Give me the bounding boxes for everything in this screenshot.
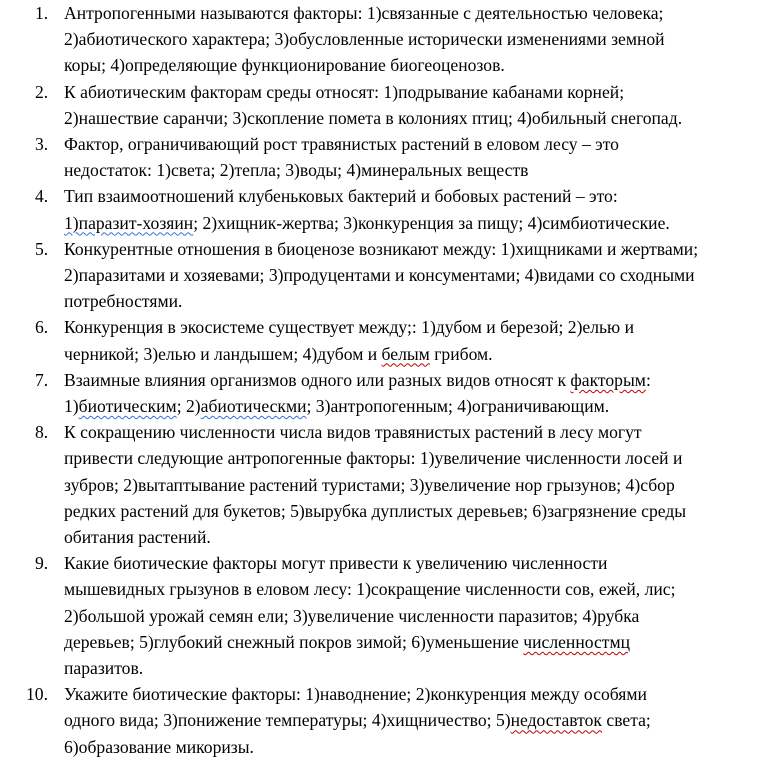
text-line: К абиотическим факторам среды относят: 1)подрывание кабанами корней; [64,81,625,102]
text-line: редких растений для букетов; 5)вырубка дуплистых деревьев; 6)загрязнение среды [64,500,687,521]
text-segment: ; 2)хищник-жертва; 3)конкуренция за пищу; 4)симбиотические. [193,212,670,233]
question-number: 6. [35,317,49,338]
question-text [64,367,783,419]
spellcheck-marked-text: 1)паразит-хозяин [64,212,194,233]
text-line: зубров; 2)вытаптывание растений туристами; 3)увеличение нор грызунов; 4)сбор [64,474,675,495]
question-item-9 [0,550,783,681]
question-text [64,314,783,366]
text-line: Фактор, ограничивающий рост травянистых растений в еловом лесу – это [64,134,619,155]
text-segment: 1) [64,396,79,417]
text-segment: ; 2) [176,396,201,417]
question-number: 5. [35,238,49,259]
text-segment: одного вида; 3)понижение температуры; 4)хищничество; 5) [64,710,511,731]
question-text [64,183,783,235]
text-line: 6)образование микоризы. [64,736,254,757]
text-line [64,341,783,367]
text-line: К сокращению численности числа видов травянистых растений в лесу могут [64,422,642,443]
text-line [64,393,783,419]
text-line: 2)паразитами и хозяевами; 3)продуцентами и консументами; 4)видами со сходными [64,265,695,286]
question-item-1 [0,0,783,79]
question-number: 9. [35,553,49,574]
question-text [64,79,783,131]
text-segment: ; 3)антропогенным; 4)ограничивающим. [306,396,610,417]
question-text [64,550,783,681]
text-line: 2)нашествие саранчи; 3)скопление помета в колониях птиц; 4)обильный снегопад. [64,107,683,128]
text-line: Антропогенными называются факторы: 1)связанные с деятельностью человека; [64,3,664,23]
question-item-4 [0,183,783,235]
text-segment: : [645,369,651,390]
question-item-7 [0,367,783,419]
question-number: 2. [35,81,49,102]
text-line: 2)большой урожай семян ели; 3)увеличение численности паразитов; 4)рубка [64,605,640,626]
text-line: Какие биотические факторы могут привести к увеличению численности [64,553,608,574]
question-text [64,236,783,315]
question-number: 8. [35,422,49,443]
text-line: Конкуренция в экосистеме существует между;: 1)дубом и березой; 2)елью и [64,317,635,338]
text-line: недостаток: 1)света; 2)тепла; 3)воды; 4)минеральных веществ [64,160,529,181]
text-segment: деревьев; 5)глубокий снежный покров зимой; 6)уменьшение [64,631,524,652]
spellcheck-marked-text: недоставток [510,710,602,731]
question-text [64,419,783,550]
text-line: потребностями. [64,291,183,312]
question-item-3 [0,131,783,183]
question-item-2 [0,79,783,131]
text-line: коры; 4)определяющие функционирование биогеоценозов. [64,55,505,76]
text-segment: Взаимные влияния организмов одного или разных видов относят к [64,369,571,390]
text-segment: света; [601,710,651,731]
text-line: обитания растений. [64,527,211,548]
question-number: 7. [35,369,49,390]
text-line: Конкурентные отношения в биоценозе возникают между: 1)хищниками и жертвами; [64,238,699,259]
question-text [64,681,783,757]
text-line [64,210,783,236]
text-segment: грибом. [429,343,493,364]
question-number: 3. [35,134,49,155]
question-item-10 [0,681,783,757]
spellcheck-marked-text: биотическим [78,396,177,417]
question-text [64,0,783,79]
question-text [64,131,783,183]
text-line: паразитов. [64,658,144,679]
text-line: привести следующие антропогенные факторы: 1)увеличение численности лосей и [64,448,683,469]
text-line: 2)абиотического характера; 3)обусловленные исторически изменениями земной [64,29,665,50]
spellcheck-marked-text: абиотическми [200,396,307,417]
question-item-6 [0,314,783,366]
text-line: Тип взаимоотношений клубеньковых бактерий и бобовых растений – это: [64,186,618,207]
question-number: 10. [26,684,48,705]
question-number: 1. [35,3,49,23]
question-item-8 [0,419,783,550]
spellcheck-marked-text: факторым [570,369,646,390]
question-item-5 [0,236,783,315]
text-line [64,707,783,733]
spellcheck-marked-text: белым [381,343,430,364]
text-line [64,367,783,393]
spellcheck-marked-text: численностмц [523,631,631,652]
question-number: 4. [35,186,49,207]
text-line [64,629,783,655]
text-line: мышевидных грызунов в еловом лесу: 1)сокращение численности сов, ежей, лис; [64,579,676,600]
text-segment: черникой; 3)елью и ландышем; 4)дубом и [64,343,382,364]
text-line: Укажите биотические факторы: 1)наводнение; 2)конкуренция между особями [64,684,647,705]
